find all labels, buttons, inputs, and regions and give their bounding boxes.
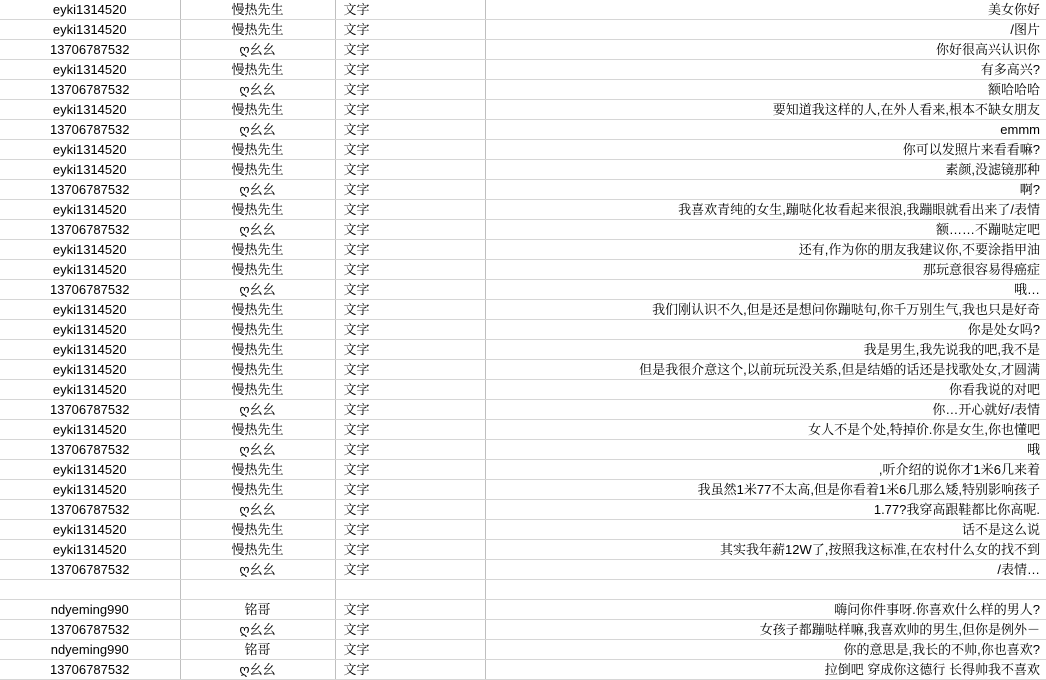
cell-account: 13706787532	[0, 500, 180, 520]
cell-message-type: 文字	[335, 220, 485, 240]
cell-nickname: ღ幺幺	[180, 80, 335, 100]
cell-content: 你可以发照片来看看嘛?	[485, 140, 1046, 160]
cell-message-type: 文字	[335, 300, 485, 320]
cell-message-type: 文字	[335, 640, 485, 660]
cell-nickname: ღ幺幺	[180, 40, 335, 60]
cell-content: 其实我年薪12W了,按照我这标准,在农村什么女的找不到	[485, 540, 1046, 560]
cell-message-type: 文字	[335, 0, 485, 20]
table-row-blank	[0, 580, 1046, 600]
cell-content: 但是我很介意这个,以前玩玩没关系,但是结婚的话还是找歌处女,才圆满	[485, 360, 1046, 380]
cell-account: 13706787532	[0, 40, 180, 60]
cell-nickname: 慢热先生	[180, 540, 335, 560]
cell-message-type: 文字	[335, 40, 485, 60]
cell-nickname: 慢热先生	[180, 200, 335, 220]
cell-message-type: 文字	[335, 120, 485, 140]
cell-nickname: 慢热先生	[180, 420, 335, 440]
table-row	[0, 400, 1046, 420]
cell-nickname: 慢热先生	[180, 240, 335, 260]
table-row	[0, 600, 1046, 620]
cell-content: 额……不蹦哒定吧	[485, 220, 1046, 240]
cell-message-type: 文字	[335, 200, 485, 220]
cell-message-type: 文字	[335, 260, 485, 280]
cell-content: 你好很高兴认识你	[485, 40, 1046, 60]
cell-content	[485, 580, 1046, 600]
cell-content: 素颜,没滤镜那种	[485, 160, 1046, 180]
cell-content: 我们刚认识不久,但是还是想问你蹦哒句,你千万别生气,我也只是好奇	[485, 300, 1046, 320]
cell-nickname: 慢热先生	[180, 140, 335, 160]
cell-account: 13706787532	[0, 440, 180, 460]
cell-account: 13706787532	[0, 620, 180, 640]
cell-content: 那玩意很容易得癌症	[485, 260, 1046, 280]
cell-account: 13706787532	[0, 280, 180, 300]
cell-account: ndyeming990	[0, 640, 180, 660]
cell-content: 话不是这么说	[485, 520, 1046, 540]
cell-message-type: 文字	[335, 60, 485, 80]
cell-nickname: 铭哥	[180, 600, 335, 620]
table-row	[0, 560, 1046, 580]
cell-nickname: ღ幺幺	[180, 400, 335, 420]
cell-message-type: 文字	[335, 420, 485, 440]
cell-nickname: 慢热先生	[180, 60, 335, 80]
cell-nickname: 慢热先生	[180, 480, 335, 500]
cell-content: 我虽然1米77不太高,但是你看着1米6几那么矮,特别影响孩子	[485, 480, 1046, 500]
cell-message-type: 文字	[335, 360, 485, 380]
cell-nickname: 慢热先生	[180, 320, 335, 340]
table-row	[0, 200, 1046, 220]
cell-message-type: 文字	[335, 380, 485, 400]
cell-account: eyki1314520	[0, 100, 180, 120]
cell-account: 13706787532	[0, 120, 180, 140]
table-row	[0, 0, 1046, 20]
cell-account: 13706787532	[0, 220, 180, 240]
cell-account: 13706787532	[0, 180, 180, 200]
table-row	[0, 500, 1046, 520]
table-row	[0, 540, 1046, 560]
cell-nickname: 慢热先生	[180, 0, 335, 20]
cell-nickname: 慢热先生	[180, 20, 335, 40]
table-row	[0, 520, 1046, 540]
cell-message-type: 文字	[335, 20, 485, 40]
table-row	[0, 280, 1046, 300]
table-row	[0, 120, 1046, 140]
cell-message-type: 文字	[335, 100, 485, 120]
cell-nickname: 铭哥	[180, 640, 335, 660]
cell-nickname: ღ幺幺	[180, 280, 335, 300]
cell-content: 你是处女吗?	[485, 320, 1046, 340]
cell-message-type: 文字	[335, 160, 485, 180]
cell-nickname: 慢热先生	[180, 260, 335, 280]
cell-content: 女孩子都蹦哒样嘛,我喜欢帅的男生,但你是例外－	[485, 620, 1046, 640]
cell-message-type: 文字	[335, 620, 485, 640]
table-row	[0, 40, 1046, 60]
cell-nickname: 慢热先生	[180, 380, 335, 400]
table-row	[0, 80, 1046, 100]
table-row	[0, 20, 1046, 40]
table-row	[0, 340, 1046, 360]
table-row	[0, 660, 1046, 680]
cell-message-type: 文字	[335, 440, 485, 460]
cell-nickname: ღ幺幺	[180, 440, 335, 460]
cell-message-type: 文字	[335, 660, 485, 680]
cell-account: eyki1314520	[0, 460, 180, 480]
cell-account: eyki1314520	[0, 240, 180, 260]
table-row	[0, 160, 1046, 180]
cell-account: eyki1314520	[0, 520, 180, 540]
cell-account: eyki1314520	[0, 380, 180, 400]
cell-nickname: 慢热先生	[180, 100, 335, 120]
cell-account: eyki1314520	[0, 540, 180, 560]
cell-nickname: 慢热先生	[180, 360, 335, 380]
cell-account	[0, 580, 180, 600]
cell-content: 要知道我这样的人,在外人看来,根本不缺女朋友	[485, 100, 1046, 120]
cell-nickname: 慢热先生	[180, 300, 335, 320]
cell-content: 我喜欢青纯的女生,蹦哒化妆看起来很浪,我蹦眼就看出来了/表情	[485, 200, 1046, 220]
table-row	[0, 320, 1046, 340]
cell-nickname: 慢热先生	[180, 160, 335, 180]
cell-message-type: 文字	[335, 280, 485, 300]
cell-message-type: 文字	[335, 180, 485, 200]
cell-account: eyki1314520	[0, 360, 180, 380]
cell-content: emmm	[485, 120, 1046, 140]
cell-account: 13706787532	[0, 400, 180, 420]
cell-content: 你…开心就好/表情	[485, 400, 1046, 420]
cell-message-type: 文字	[335, 340, 485, 360]
cell-account: eyki1314520	[0, 420, 180, 440]
table-row	[0, 640, 1046, 660]
table-row	[0, 260, 1046, 280]
cell-message-type: 文字	[335, 140, 485, 160]
cell-account: eyki1314520	[0, 200, 180, 220]
table-row	[0, 620, 1046, 640]
cell-nickname: ღ幺幺	[180, 500, 335, 520]
cell-content: 哦	[485, 440, 1046, 460]
cell-content: 嗨问你件事呀.你喜欢什么样的男人?	[485, 600, 1046, 620]
cell-nickname: 慢热先生	[180, 520, 335, 540]
cell-account: 13706787532	[0, 660, 180, 680]
cell-message-type: 文字	[335, 520, 485, 540]
cell-message-type: 文字	[335, 400, 485, 420]
cell-content: /图片	[485, 20, 1046, 40]
table-row	[0, 60, 1046, 80]
cell-account: 13706787532	[0, 80, 180, 100]
cell-content: 有多高兴?	[485, 60, 1046, 80]
table-row	[0, 220, 1046, 240]
table-row	[0, 100, 1046, 120]
cell-nickname: 慢热先生	[180, 340, 335, 360]
cell-content: 美女你好	[485, 0, 1046, 20]
cell-nickname: ღ幺幺	[180, 560, 335, 580]
table-row	[0, 440, 1046, 460]
table-row	[0, 140, 1046, 160]
cell-message-type: 文字	[335, 80, 485, 100]
cell-nickname: ღ幺幺	[180, 660, 335, 680]
table-row	[0, 380, 1046, 400]
cell-account: eyki1314520	[0, 320, 180, 340]
cell-account: eyki1314520	[0, 0, 180, 20]
cell-account: eyki1314520	[0, 160, 180, 180]
table-row	[0, 420, 1046, 440]
cell-nickname: ღ幺幺	[180, 180, 335, 200]
table-row	[0, 300, 1046, 320]
cell-account: eyki1314520	[0, 480, 180, 500]
cell-content: 你的意思是,我长的不帅,你也喜欢?	[485, 640, 1046, 660]
cell-message-type: 文字	[335, 560, 485, 580]
cell-account: eyki1314520	[0, 60, 180, 80]
table-row	[0, 180, 1046, 200]
cell-account: 13706787532	[0, 560, 180, 580]
cell-nickname: ღ幺幺	[180, 120, 335, 140]
table-row	[0, 240, 1046, 260]
cell-content: ,听介绍的说你才1米6几来着	[485, 460, 1046, 480]
cell-message-type: 文字	[335, 540, 485, 560]
cell-message-type: 文字	[335, 480, 485, 500]
cell-content: 额哈哈哈	[485, 80, 1046, 100]
cell-message-type: 文字	[335, 460, 485, 480]
cell-message-type: 文字	[335, 240, 485, 260]
cell-account: eyki1314520	[0, 140, 180, 160]
cell-message-type: 文字	[335, 320, 485, 340]
cell-content: 还有,作为你的朋友我建议你,不要涂指甲油	[485, 240, 1046, 260]
table-row	[0, 360, 1046, 380]
cell-content: 女人不是个处,特掉价.你是女生,你也懂吧	[485, 420, 1046, 440]
cell-message-type	[335, 580, 485, 600]
cell-account: eyki1314520	[0, 300, 180, 320]
cell-account: eyki1314520	[0, 20, 180, 40]
cell-content: 哦…	[485, 280, 1046, 300]
table-row	[0, 460, 1046, 480]
cell-nickname	[180, 580, 335, 600]
table-row	[0, 480, 1046, 500]
cell-account: eyki1314520	[0, 260, 180, 280]
cell-account: ndyeming990	[0, 600, 180, 620]
cell-nickname: 慢热先生	[180, 460, 335, 480]
cell-content: 啊?	[485, 180, 1046, 200]
cell-content: 拉倒吧 穿成你这德行 长得帅我不喜欢	[485, 660, 1046, 680]
cell-message-type: 文字	[335, 600, 485, 620]
cell-content: 1.77?我穿高跟鞋都比你高呢.	[485, 500, 1046, 520]
cell-account: eyki1314520	[0, 340, 180, 360]
cell-nickname: ღ幺幺	[180, 620, 335, 640]
cell-content: /表情…	[485, 560, 1046, 580]
cell-content: 我是男生,我先说我的吧,我不是	[485, 340, 1046, 360]
cell-message-type: 文字	[335, 500, 485, 520]
cell-content: 你看我说的对吧	[485, 380, 1046, 400]
cell-nickname: ღ幺幺	[180, 220, 335, 240]
